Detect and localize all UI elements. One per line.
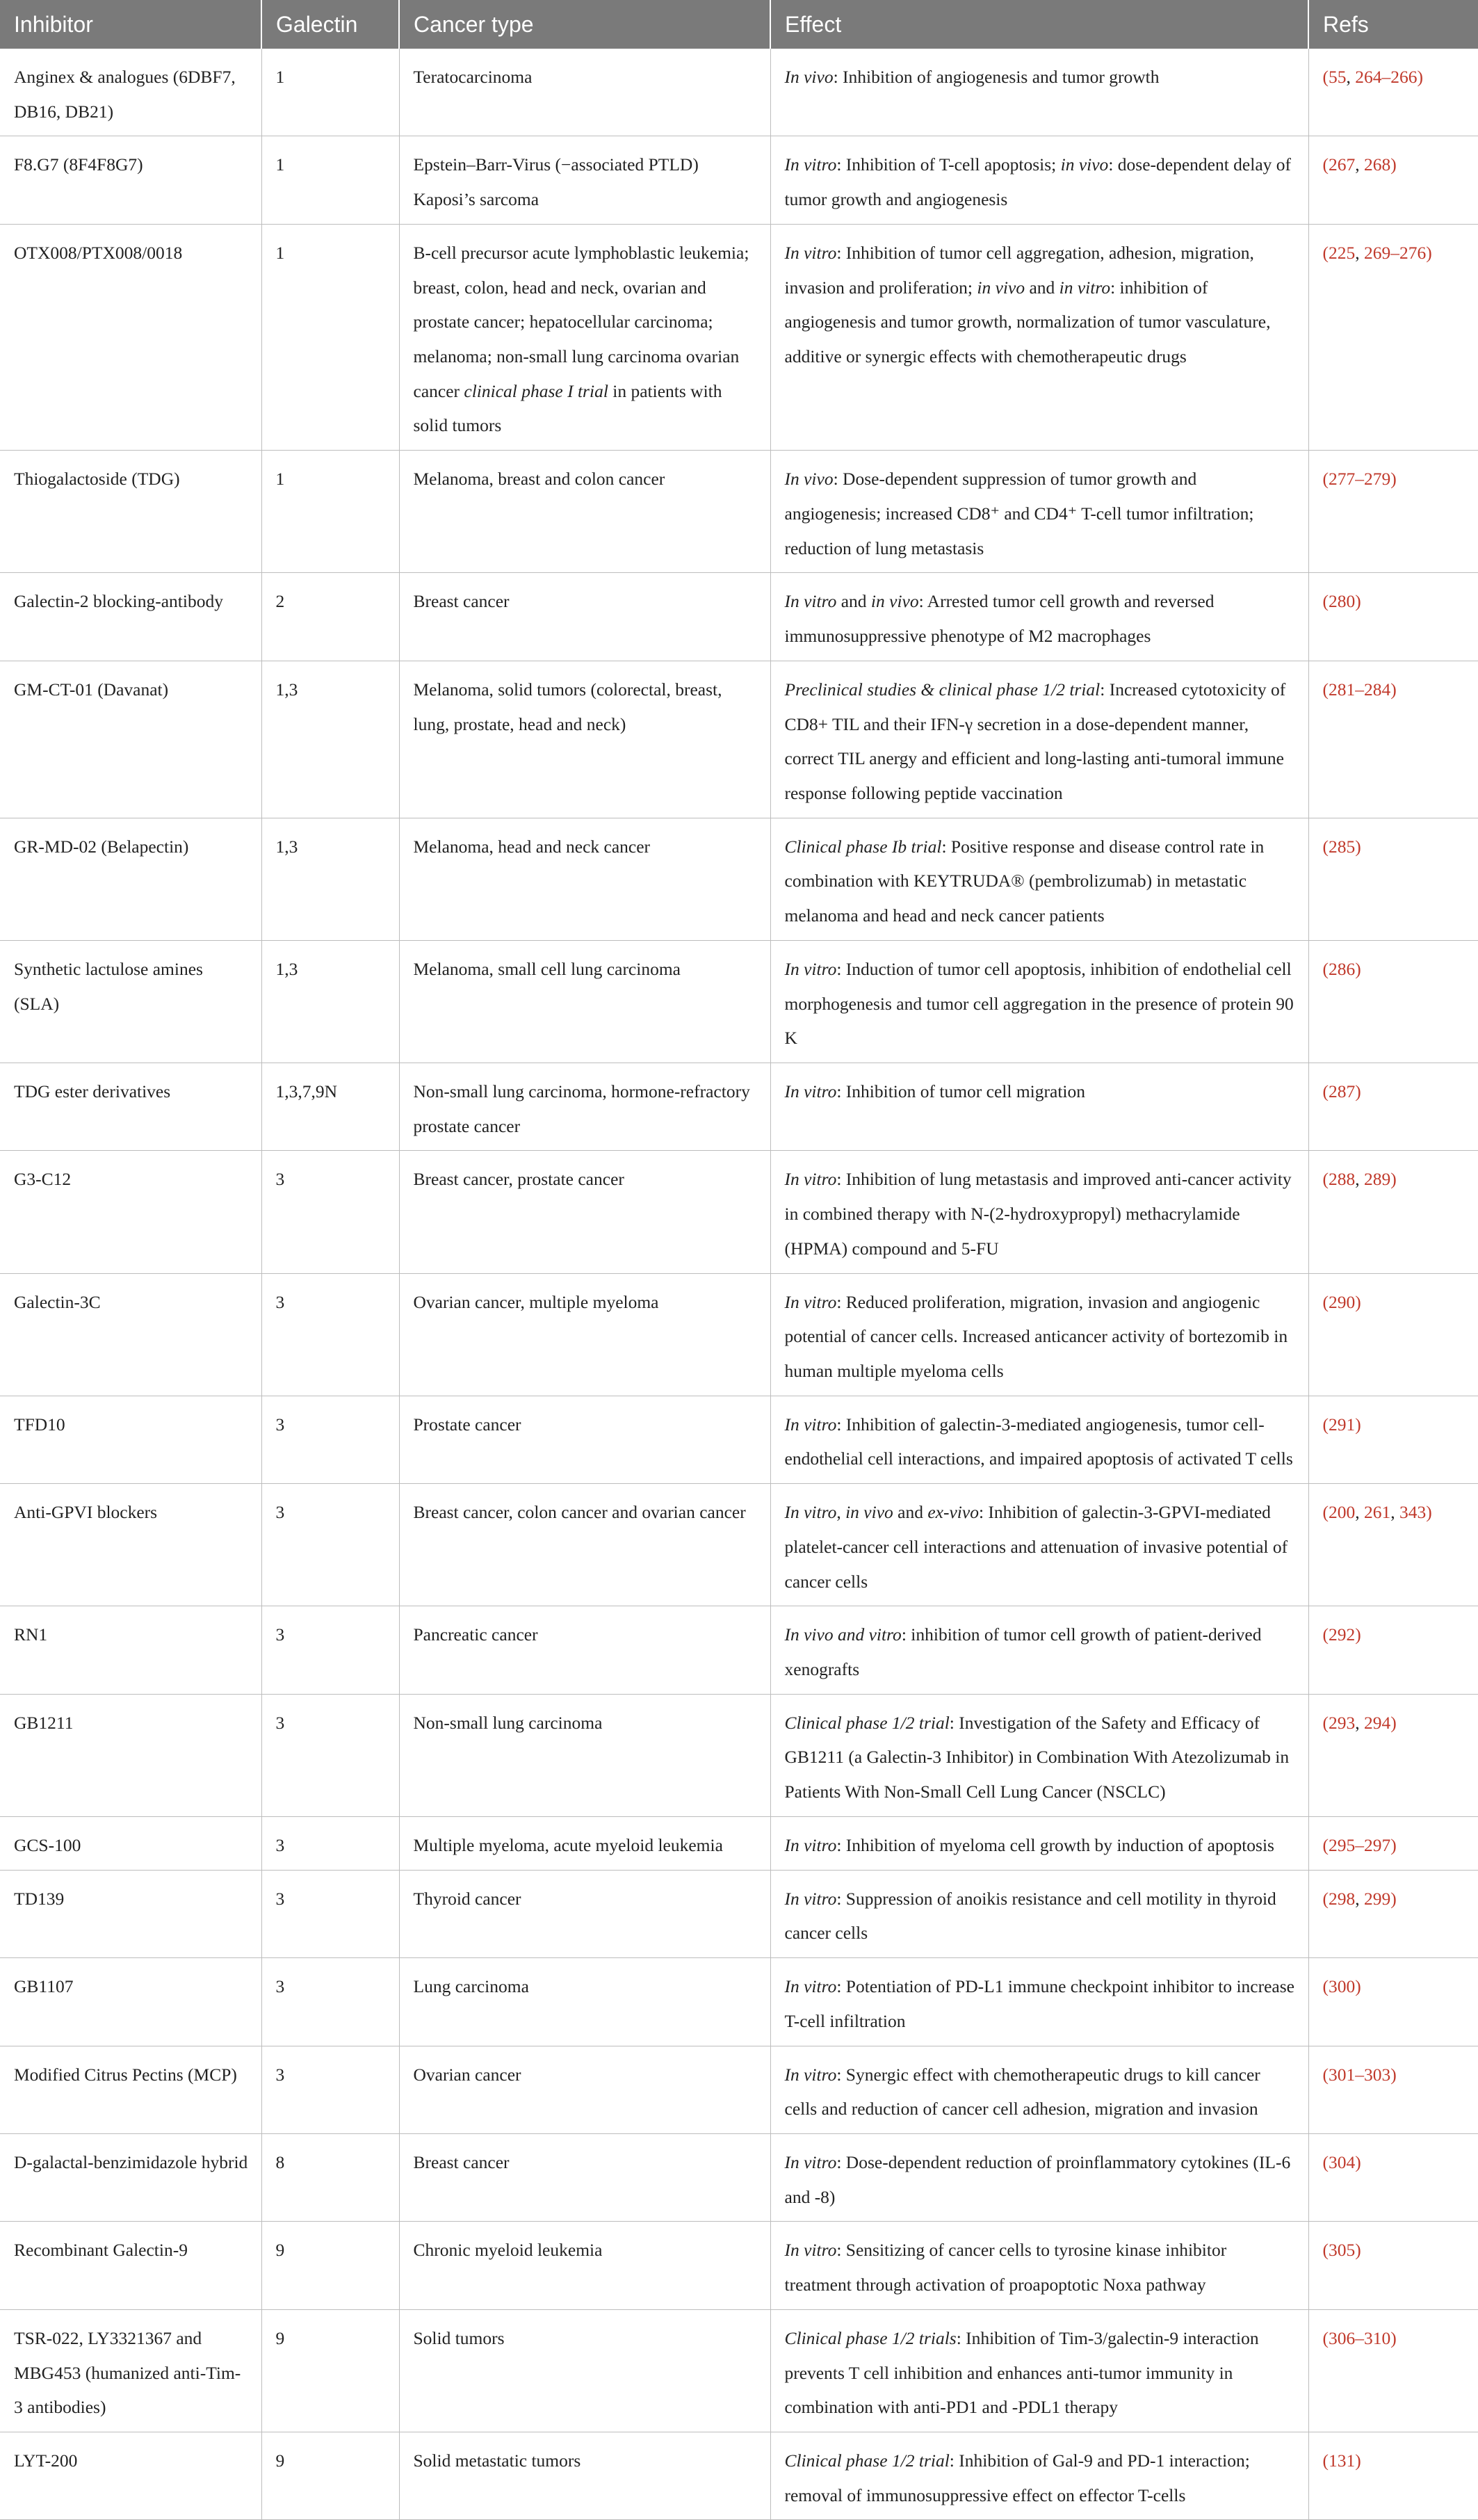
table-row (0, 1606, 1478, 1694)
refs-paren: ( (1322, 2151, 1329, 2172)
ref-link[interactable]: 281–284 (1329, 679, 1391, 700)
cell-effect (770, 49, 1308, 136)
refs-paren: ) (1390, 2064, 1397, 2085)
cell-galectin: 3 (261, 1396, 399, 1483)
effect-study-type: in vivo (845, 1502, 893, 1523)
ref-link[interactable]: 301–303 (1329, 2064, 1391, 2085)
cell-galectin: 1,3 (261, 661, 399, 818)
cell-inhibitor: GB1107 (0, 1958, 261, 2046)
cell-galectin: 3 (261, 1606, 399, 1694)
ref-link[interactable]: 200 (1329, 1502, 1356, 1523)
ref-link[interactable]: 55 (1329, 67, 1347, 87)
cell-galectin: 3 (261, 1151, 399, 1273)
refs-paren: ) (1426, 1502, 1432, 1523)
refs-paren: ( (1322, 1414, 1329, 1435)
cell-cancer-type: Solid metastatic tumors (399, 2432, 770, 2519)
cell-cancer-type: Multiple myeloma, acute myeloid leukemia (399, 1816, 770, 1870)
cell-cancer-type: Melanoma, small cell lung carcinoma (399, 940, 770, 1063)
cell-galectin: 1,3 (261, 818, 399, 940)
ref-link[interactable]: 268 (1364, 154, 1391, 175)
effect-text: : inhibition of tumor cell growth of patient-derived xenografts (784, 1624, 1262, 1680)
refs-separator: , (1355, 154, 1364, 175)
cell-effect (770, 1396, 1308, 1483)
refs-paren: ) (1355, 1624, 1361, 1645)
cell-effect (770, 2432, 1308, 2519)
cell-effect (770, 1063, 1308, 1150)
cell-galectin: 1 (261, 224, 399, 450)
ref-link[interactable]: 267 (1329, 154, 1356, 175)
effect-text: : Positive response and disease control rate in combination with KEYTRUDA® (pembrolizumab) in metastatic melanoma and head and neck cancer patients (784, 836, 1265, 926)
refs-paren: ) (1390, 679, 1397, 700)
effect-study-type: In vitro (784, 242, 837, 263)
cell-refs (1308, 224, 1478, 450)
cell-inhibitor: TD139 (0, 1870, 261, 1957)
effect-text: : dose-dependent delay of tumor growth and angiogenesis (784, 154, 1292, 210)
cell-galectin: 1,3 (261, 940, 399, 1063)
refs-paren: ( (1322, 1834, 1329, 1855)
ref-link[interactable]: 304 (1329, 2151, 1356, 2172)
table-row (0, 1151, 1478, 1273)
header-row (0, 0, 1478, 49)
effect-text: : Inhibition of Gal-9 and PD-1 interaction; removal of immunosuppressive effect on effector T-cells (784, 2450, 1250, 2505)
refs-paren: ) (1355, 1081, 1361, 1101)
cell-refs (1308, 1816, 1478, 1870)
cell-inhibitor: GR-MD-02 (Belapectin) (0, 818, 261, 940)
effect-text: : inhibition of angiogenesis and tumor growth, normalization of tumor vasculature, additive or synergic effects with chemotherapeutic drugs (784, 277, 1271, 367)
cell-inhibitor: Recombinant Galectin-9 (0, 2222, 261, 2309)
cell-inhibitor: Anginex & analogues (6DBF7, DB16, DB21) (0, 49, 261, 136)
effect-study-type: In vitro (784, 1081, 837, 1101)
refs-paren: ( (1322, 67, 1329, 87)
ref-link[interactable]: 287 (1329, 1081, 1356, 1101)
ref-link[interactable]: 294 (1364, 1712, 1391, 1733)
effect-text: : Reduced proliferation, migration, invasion and angiogenic potential of cancer cells. Increased anticancer activity of bortezomib in human multiple myeloma cells (784, 1291, 1288, 1381)
cell-inhibitor: D-galactal-benzimidazole hybrid (0, 2133, 261, 2221)
effect-text: : Inhibition of T-cell apoptosis; (836, 154, 1061, 175)
cell-inhibitor: Galectin-3C (0, 1273, 261, 1396)
cell-galectin: 2 (261, 573, 399, 661)
cancer-text-italic: clinical phase I trial (464, 380, 608, 401)
effect-study-type: In vitro (784, 1976, 837, 1997)
cell-inhibitor: TDG ester derivatives (0, 1063, 261, 1150)
refs-paren: ( (1322, 242, 1329, 263)
cell-effect (770, 1151, 1308, 1273)
cell-refs (1308, 1063, 1478, 1150)
effect-study-type: Clinical phase Ib trial (784, 836, 942, 857)
table-row (0, 136, 1478, 224)
ref-link[interactable]: 295–297 (1329, 1834, 1391, 1855)
cell-effect (770, 451, 1308, 573)
effect-text: : Inhibition of lung metastasis and improved anti-cancer activity in combined therapy with N-(2-hydroxypropyl) methacrylamide (HPMA) compound and 5-FU (784, 1169, 1292, 1259)
cell-galectin: 3 (261, 1273, 399, 1396)
cell-inhibitor: Synthetic lactulose amines (SLA) (0, 940, 261, 1063)
cell-refs (1308, 451, 1478, 573)
ref-link[interactable]: 306–310 (1329, 2327, 1391, 2348)
refs-paren: ) (1355, 591, 1361, 612)
refs-paren: ) (1355, 2240, 1361, 2261)
cell-inhibitor: TSR-022, LY3321367 and MBG453 (humanized anti-Tim-3 antibodies) (0, 2309, 261, 2432)
cell-effect (770, 2309, 1308, 2432)
refs-paren: ( (1322, 1291, 1329, 1312)
effect-study-type: in vivo (870, 591, 919, 612)
cell-effect (770, 2222, 1308, 2309)
refs-paren: ) (1390, 469, 1397, 490)
ref-link[interactable]: 288 (1329, 1169, 1356, 1190)
ref-link[interactable]: 225 (1329, 242, 1356, 263)
effect-text: : Dose-dependent reduction of proinflammatory cytokines (IL-6 and -8) (784, 2151, 1291, 2207)
refs-paren: ) (1390, 1712, 1397, 1733)
ref-link[interactable]: 299 (1364, 1888, 1391, 1909)
table-body (0, 49, 1478, 2520)
effect-text: : Induction of tumor cell apoptosis, inhibition of endothelial cell morphogenesis and tumor cell aggregation in the presence of protein 90 K (784, 958, 1294, 1049)
effect-text: : Increased cytotoxicity of CD8+ TIL and their IFN-γ secretion in a dose-dependent manner, correct TIL anergy and efficient and long-lasting anti-tumoral immune response following peptide vaccination (784, 679, 1286, 803)
cell-cancer-type: Breast cancer, prostate cancer (399, 1151, 770, 1273)
cell-galectin: 8 (261, 2133, 399, 2221)
refs-paren: ) (1390, 1888, 1397, 1909)
cell-refs (1308, 1484, 1478, 1606)
effect-text: : Investigation of the Safety and Efficacy of GB1211 (a Galectin-3 Inhibitor) in Combination With Atezolizumab in Patients With Non-Small Cell Lung Cancer (NSCLC) (784, 1712, 1290, 1802)
cell-galectin: 3 (261, 1870, 399, 1957)
table-row (0, 1396, 1478, 1483)
cell-cancer-type: Melanoma, solid tumors (colorectal, breast, lung, prostate, head and neck) (399, 661, 770, 818)
cell-refs (1308, 2432, 1478, 2519)
refs-paren: ( (1322, 1624, 1329, 1645)
refs-separator: , (1355, 242, 1364, 263)
cell-cancer-type: Breast cancer, colon cancer and ovarian cancer (399, 1484, 770, 1606)
refs-paren: ( (1322, 2450, 1329, 2471)
cell-cancer-type: Pancreatic cancer (399, 1606, 770, 1694)
table-row (0, 1958, 1478, 2046)
cell-effect (770, 1273, 1308, 1396)
cell-inhibitor: GM-CT-01 (Davanat) (0, 661, 261, 818)
refs-paren: ) (1355, 958, 1361, 979)
effect-study-type: In vivo (784, 67, 834, 87)
effect-text: and (836, 591, 871, 612)
ref-link[interactable]: 290 (1329, 1291, 1356, 1312)
cell-refs (1308, 49, 1478, 136)
ref-link[interactable]: 298 (1329, 1888, 1356, 1909)
header-refs: Refs (1308, 0, 1478, 49)
refs-paren: ( (1322, 1888, 1329, 1909)
cell-galectin: 9 (261, 2222, 399, 2309)
table-row (0, 2309, 1478, 2432)
cell-cancer-type: Epstein–Barr-Virus (−associated PTLD) Kaposi’s sarcoma (399, 136, 770, 224)
refs-separator: , (1355, 1502, 1364, 1523)
cell-inhibitor: Modified Citrus Pectins (MCP) (0, 2046, 261, 2133)
cell-cancer-type: Ovarian cancer (399, 2046, 770, 2133)
cell-effect (770, 1694, 1308, 1816)
cell-inhibitor: Thiogalactoside (TDG) (0, 451, 261, 573)
cell-galectin: 1 (261, 136, 399, 224)
refs-paren: ) (1426, 242, 1432, 263)
cell-effect (770, 661, 1308, 818)
cell-effect (770, 2046, 1308, 2133)
table-row (0, 2133, 1478, 2221)
ref-link[interactable]: 293 (1329, 1712, 1356, 1733)
effect-text: : Inhibition of tumor cell aggregation, adhesion, migration, invasion and proliferation; (784, 242, 1254, 298)
cell-galectin: 1,3,7,9N (261, 1063, 399, 1150)
effect-study-type: ex-vivo (927, 1502, 979, 1523)
table-row (0, 1870, 1478, 1957)
ref-link[interactable]: 343 (1399, 1502, 1427, 1523)
cell-cancer-type: Ovarian cancer, multiple myeloma (399, 1273, 770, 1396)
effect-study-type: in vivo (1060, 154, 1109, 175)
header-cancer-type: Cancer type (399, 0, 770, 49)
effect-study-type: In vitro (784, 2151, 837, 2172)
cell-refs (1308, 1958, 1478, 2046)
refs-paren: ) (1355, 2450, 1361, 2471)
cell-refs (1308, 1151, 1478, 1273)
ref-link[interactable]: 286 (1329, 958, 1356, 979)
refs-separator: , (1355, 1712, 1364, 1733)
cell-cancer-type: Melanoma, head and neck cancer (399, 818, 770, 940)
effect-study-type: In vitro (784, 1834, 837, 1855)
table-row (0, 661, 1478, 818)
cell-effect (770, 1484, 1308, 1606)
effect-text: : Inhibition of myeloma cell growth by induction of apoptosis (836, 1834, 1274, 1855)
refs-paren: ( (1322, 836, 1329, 857)
cell-effect (770, 136, 1308, 224)
cell-cancer-type: Solid tumors (399, 2309, 770, 2432)
refs-paren: ( (1322, 2064, 1329, 2085)
effect-study-type: In vitro (784, 154, 837, 175)
cell-effect (770, 1816, 1308, 1870)
cell-refs (1308, 661, 1478, 818)
cell-effect (770, 1606, 1308, 1694)
cell-galectin: 9 (261, 2309, 399, 2432)
effect-study-type: In vitro (784, 1414, 837, 1435)
refs-paren: ( (1322, 1712, 1329, 1733)
cell-refs (1308, 1870, 1478, 1957)
table-row (0, 2432, 1478, 2519)
table-row (0, 2222, 1478, 2309)
refs-separator: , (1390, 1502, 1399, 1523)
cell-refs (1308, 2133, 1478, 2221)
header-galectin: Galectin (261, 0, 399, 49)
ref-link[interactable]: 305 (1329, 2240, 1356, 2261)
table-row (0, 2046, 1478, 2133)
refs-paren: ) (1417, 67, 1423, 87)
refs-paren: ) (1355, 836, 1361, 857)
refs-paren: ( (1322, 1081, 1329, 1101)
cell-cancer-type: Prostate cancer (399, 1396, 770, 1483)
cell-galectin: 1 (261, 451, 399, 573)
cell-galectin: 3 (261, 1816, 399, 1870)
effect-study-type: Clinical phase 1/2 trials (784, 2327, 957, 2348)
table-row (0, 49, 1478, 136)
cell-refs (1308, 940, 1478, 1063)
effect-study-type: In vivo (784, 469, 834, 490)
cell-refs (1308, 1273, 1478, 1396)
cell-cancer-type: Non-small lung carcinoma (399, 1694, 770, 1816)
refs-paren: ( (1322, 1169, 1329, 1190)
cell-effect (770, 224, 1308, 450)
effect-text: : Inhibition of tumor cell migration (836, 1081, 1085, 1101)
refs-paren: ( (1322, 1976, 1329, 1997)
table-row (0, 1273, 1478, 1396)
effect-text: : Synergic effect with chemotherapeutic drugs to kill cancer cells and reduction of cancer cell adhesion, migration and invasion (784, 2064, 1260, 2119)
refs-paren: ) (1390, 1169, 1397, 1190)
effect-study-type: in vitro (1059, 277, 1111, 298)
refs-paren: ( (1322, 591, 1329, 612)
effect-study-type: in vivo (977, 277, 1025, 298)
cell-inhibitor: LYT-200 (0, 2432, 261, 2519)
cell-effect (770, 2133, 1308, 2221)
cell-inhibitor: RN1 (0, 1606, 261, 1694)
table-row (0, 1816, 1478, 1870)
refs-paren: ) (1355, 2151, 1361, 2172)
effect-study-type: In vitro (784, 1502, 837, 1523)
table-row (0, 1694, 1478, 1816)
refs-paren: ( (1322, 1502, 1329, 1523)
refs-paren: ) (1390, 2327, 1397, 2348)
ref-link[interactable]: 277–279 (1329, 469, 1391, 490)
header-effect: Effect (770, 0, 1308, 49)
effect-text: : Inhibition of angiogenesis and tumor growth (833, 67, 1160, 87)
cell-inhibitor: G3-C12 (0, 1151, 261, 1273)
effect-study-type: In vitro (784, 1888, 837, 1909)
cell-effect (770, 818, 1308, 940)
effect-text: : Sensitizing of cancer cells to tyrosine kinase inhibitor treatment through activation of proapoptotic Noxa pathway (784, 2240, 1227, 2295)
effect-study-type: In vitro (784, 2240, 837, 2261)
refs-paren: ) (1390, 1834, 1397, 1855)
effect-text: and (1025, 277, 1059, 298)
refs-paren: ( (1322, 958, 1329, 979)
effect-text: : Inhibition of galectin-3-mediated angiogenesis, tumor cell-endothelial cell interactions, and impaired apoptosis of activated T cells (784, 1414, 1293, 1469)
ref-link[interactable]: 289 (1364, 1169, 1391, 1190)
effect-text: , (836, 1502, 846, 1523)
effect-study-type: In vitro (784, 958, 837, 979)
effect-study-type: In vitro (784, 591, 837, 612)
cell-galectin: 1 (261, 49, 399, 136)
cell-refs (1308, 573, 1478, 661)
refs-paren: ( (1322, 154, 1329, 175)
table-row (0, 818, 1478, 940)
cancer-text: B-cell precursor acute lymphoblastic leukemia; breast, colon, head and neck, ovarian and prostate cancer; hepatocellular carcinoma; melanoma; non-small lung carcinoma ovarian cancer (413, 242, 749, 401)
ref-link[interactable]: 291 (1329, 1414, 1356, 1435)
cell-inhibitor: TFD10 (0, 1396, 261, 1483)
cell-refs (1308, 2309, 1478, 2432)
ref-link[interactable]: 264–266 (1355, 67, 1418, 87)
table-row (0, 451, 1478, 573)
effect-study-type: In vitro (784, 1291, 837, 1312)
table-row (0, 573, 1478, 661)
effect-study-type: In vivo and vitro (784, 1624, 902, 1645)
refs-paren: ) (1355, 1414, 1361, 1435)
table-header (0, 0, 1478, 49)
effect-text: : Inhibition of Tim-3/galectin-9 interaction prevents T cell inhibition and enhances anti-tumor immunity in combination with anti-PD1 and -PDL1 therapy (784, 2327, 1259, 2418)
effect-study-type: Clinical phase 1/2 trial (784, 2450, 950, 2471)
ref-link[interactable]: 300 (1329, 1976, 1356, 1997)
effect-study-type: In vitro (784, 2064, 837, 2085)
cell-cancer-type: Thyroid cancer (399, 1870, 770, 1957)
cell-cancer-type: Non-small lung carcinoma, hormone-refractory prostate cancer (399, 1063, 770, 1150)
cell-effect (770, 1958, 1308, 2046)
cell-inhibitor: OTX008/PTX008/0018 (0, 224, 261, 450)
ref-link[interactable]: 285 (1329, 836, 1356, 857)
cell-inhibitor: GB1211 (0, 1694, 261, 1816)
cell-refs (1308, 2046, 1478, 2133)
cell-refs (1308, 1396, 1478, 1483)
effect-text: : Suppression of anoikis resistance and cell motility in thyroid cancer cells (784, 1888, 1276, 1944)
cell-galectin: 3 (261, 2046, 399, 2133)
cell-refs (1308, 136, 1478, 224)
refs-paren: ) (1390, 154, 1397, 175)
cell-refs (1308, 1606, 1478, 1694)
ref-link[interactable]: 261 (1364, 1502, 1391, 1523)
effect-text: : Potentiation of PD-L1 immune checkpoint inhibitor to increase T-cell infiltration (784, 1976, 1294, 2031)
cell-cancer-type: Breast cancer (399, 573, 770, 661)
effect-study-type: Preclinical studies & clinical phase 1/2 trial (784, 679, 1101, 700)
table-row (0, 1484, 1478, 1606)
cell-effect (770, 1870, 1308, 1957)
cell-inhibitor: Anti-GPVI blockers (0, 1484, 261, 1606)
ref-link[interactable]: 131 (1329, 2450, 1356, 2471)
cell-cancer-type (399, 224, 770, 450)
refs-paren: ( (1322, 469, 1329, 490)
cell-inhibitor: Galectin-2 blocking-antibody (0, 573, 261, 661)
cell-refs (1308, 818, 1478, 940)
cell-effect (770, 940, 1308, 1063)
cell-refs (1308, 2222, 1478, 2309)
refs-paren: ( (1322, 2327, 1329, 2348)
ref-link[interactable]: 292 (1329, 1624, 1356, 1645)
refs-paren: ( (1322, 2240, 1329, 2261)
effect-text: : Arrested tumor cell growth and reversed immunosuppressive phenotype of M2 macrophages (784, 591, 1215, 647)
effect-study-type: Clinical phase 1/2 trial (784, 1712, 950, 1733)
cell-cancer-type: Melanoma, breast and colon cancer (399, 451, 770, 573)
cell-galectin: 3 (261, 1484, 399, 1606)
ref-link[interactable]: 269–276 (1364, 242, 1427, 263)
refs-paren: ) (1355, 1291, 1361, 1312)
table-row (0, 224, 1478, 450)
ref-link[interactable]: 280 (1329, 591, 1356, 612)
cell-cancer-type: Lung carcinoma (399, 1958, 770, 2046)
cell-cancer-type: Breast cancer (399, 2133, 770, 2221)
refs-paren: ) (1355, 1976, 1361, 1997)
cell-refs (1308, 1694, 1478, 1816)
cancer-text: in patients with solid tumors (413, 380, 722, 436)
table-row (0, 1063, 1478, 1150)
cell-galectin: 9 (261, 2432, 399, 2519)
header-inhibitor: Inhibitor (0, 0, 261, 49)
cell-cancer-type: Teratocarcinoma (399, 49, 770, 136)
effect-study-type: In vitro (784, 1169, 837, 1190)
cell-galectin: 3 (261, 1694, 399, 1816)
cell-galectin: 3 (261, 1958, 399, 2046)
table-row (0, 940, 1478, 1063)
refs-separator: , (1355, 1888, 1364, 1909)
cell-cancer-type: Chronic myeloid leukemia (399, 2222, 770, 2309)
effect-text: : Dose-dependent suppression of tumor growth and angiogenesis; increased CD8⁺ and CD4⁺ T-cell tumor infiltration; reduction of lung metastasis (784, 469, 1254, 558)
cell-inhibitor: F8.G7 (8F4F8G7) (0, 136, 261, 224)
refs-separator: , (1355, 1169, 1364, 1190)
effect-text: : Inhibition of galectin-3-GPVI-mediated platelet-cancer cell interactions and attenuation of invasive potential of cancer cells (784, 1502, 1288, 1592)
cell-inhibitor: GCS-100 (0, 1816, 261, 1870)
refs-paren: ( (1322, 679, 1329, 700)
effect-text: and (893, 1502, 928, 1523)
cell-effect (770, 573, 1308, 661)
refs-separator: , (1346, 67, 1356, 87)
